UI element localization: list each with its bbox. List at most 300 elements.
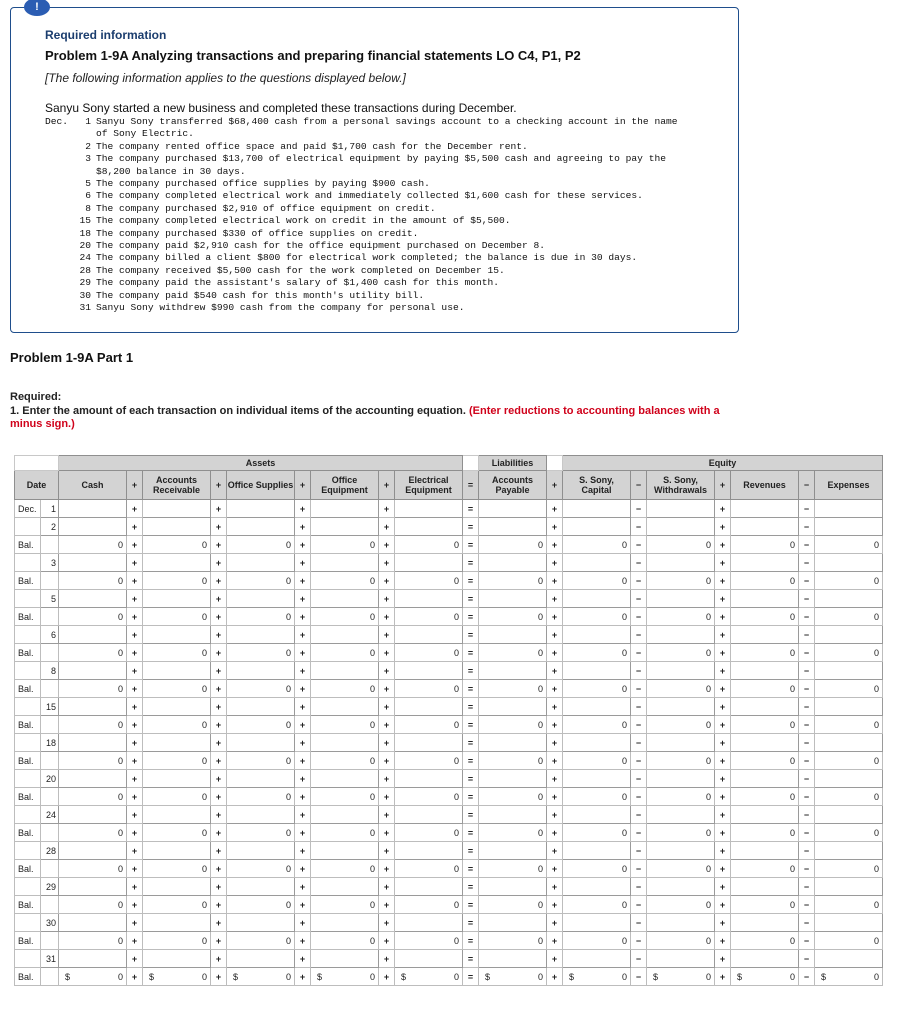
expenses-input[interactable]	[815, 590, 883, 608]
ar-input[interactable]	[143, 662, 211, 680]
plus-op: +	[547, 554, 563, 572]
balance-value: 0	[117, 791, 123, 802]
off-equip-balance	[311, 536, 379, 554]
equals-op: =	[463, 698, 479, 716]
elec-equip-input[interactable]	[395, 662, 463, 680]
off-equip-balance	[311, 824, 379, 842]
transaction-day-cell[interactable]: 2	[41, 518, 59, 536]
minus-op: −	[631, 824, 647, 842]
supplies-input[interactable]	[227, 806, 295, 824]
withdrawals-input[interactable]	[647, 770, 715, 788]
transaction-day-cell[interactable]: 18	[41, 734, 59, 752]
date-month-cell	[15, 878, 41, 896]
balance-value: 0	[537, 575, 543, 586]
balance-value: 0	[285, 611, 291, 622]
ap-balance	[479, 896, 547, 914]
ap-balance	[479, 824, 547, 842]
ar-input[interactable]	[143, 878, 211, 896]
cash-input[interactable]	[59, 626, 127, 644]
ar-input[interactable]	[143, 518, 211, 536]
transaction-day-cell[interactable]: 29	[41, 878, 59, 896]
dollar-sign: $	[737, 971, 743, 982]
cash-input[interactable]	[59, 806, 127, 824]
accounting-equation-table	[14, 455, 883, 986]
ap-input[interactable]	[479, 734, 547, 752]
transaction-text: The company billed a client $800 for electrical work completed; the balance is due in 30 days.	[96, 252, 638, 264]
off-equip-input[interactable]	[311, 878, 379, 896]
withdrawals-input[interactable]	[647, 500, 715, 518]
revenues-balance	[731, 572, 799, 590]
balance-value: 0	[285, 863, 291, 874]
revenues-balance	[731, 968, 799, 986]
elec-equip-input[interactable]	[395, 914, 463, 932]
date-month-cell	[15, 590, 41, 608]
plus-op: +	[211, 644, 227, 662]
expenses-balance	[815, 788, 883, 806]
off-equip-input[interactable]	[311, 770, 379, 788]
elec-equip-input[interactable]	[395, 878, 463, 896]
balance-value: 0	[621, 683, 627, 694]
capital-input[interactable]	[563, 806, 631, 824]
transaction-day-cell[interactable]: 15	[41, 698, 59, 716]
elec-equip-input[interactable]	[395, 626, 463, 644]
withdrawals-input[interactable]	[647, 698, 715, 716]
capital-input[interactable]	[563, 698, 631, 716]
expenses-balance	[815, 860, 883, 878]
capital-balance	[563, 680, 631, 698]
plus-op: +	[547, 590, 563, 608]
balance-value: 0	[621, 827, 627, 838]
dollar-sign: $	[317, 971, 323, 982]
revenues-input[interactable]	[731, 950, 799, 968]
plus-op: +	[127, 788, 143, 806]
cash-input[interactable]	[59, 590, 127, 608]
ap-balance	[479, 644, 547, 662]
cash-input[interactable]	[59, 554, 127, 572]
transaction-text: Sanyu Sony transferred $68,400 cash from a personal savings account to a checking account in the name	[96, 116, 678, 127]
off-equip-input[interactable]	[311, 914, 379, 932]
transaction-text: The company purchased $2,910 of office equipment on credit.	[96, 202, 436, 214]
ar-input[interactable]	[143, 806, 211, 824]
cash-balance	[59, 968, 127, 986]
elec-equip-input[interactable]	[395, 554, 463, 572]
capital-balance	[563, 788, 631, 806]
date-month-cell	[15, 662, 41, 680]
plus-op: +	[547, 471, 563, 500]
off-equip-input[interactable]	[311, 662, 379, 680]
transaction-day-cell[interactable]: 31	[41, 950, 59, 968]
capital-input[interactable]	[563, 842, 631, 860]
cash-input[interactable]	[59, 500, 127, 518]
ar-balance	[143, 932, 211, 950]
group-header-row	[15, 456, 883, 471]
instruction-main: 1. Enter the amount of each transaction on individual items of the accounting equation.	[10, 405, 466, 417]
month-label	[45, 265, 77, 277]
ap-input[interactable]	[479, 914, 547, 932]
off-equip-input[interactable]	[311, 518, 379, 536]
minus-op: −	[631, 932, 647, 950]
plus-op: +	[295, 608, 311, 626]
capital-input[interactable]	[563, 950, 631, 968]
plus-op: +	[211, 788, 227, 806]
balance-value: 0	[789, 971, 795, 982]
balance-value: 0	[537, 935, 543, 946]
transaction-day-cell[interactable]: 3	[41, 554, 59, 572]
transaction-day-cell[interactable]: 20	[41, 770, 59, 788]
transaction-line	[45, 265, 677, 277]
balance-day-cell	[41, 860, 59, 878]
plus-op: +	[715, 698, 731, 716]
equals-op: =	[463, 842, 479, 860]
ap-balance	[479, 608, 547, 626]
capital-input[interactable]	[563, 770, 631, 788]
transaction-text: The company paid the assistant's salary of $1,400 cash for this month.	[96, 277, 500, 289]
withdrawals-input[interactable]	[647, 914, 715, 932]
plus-op: +	[211, 554, 227, 572]
revenues-input[interactable]	[731, 590, 799, 608]
dollar-sign: $	[821, 971, 827, 982]
transaction-day-cell[interactable]: 1	[41, 500, 59, 518]
ap-input[interactable]	[479, 590, 547, 608]
minus-op: −	[631, 806, 647, 824]
dollar-sign: $	[569, 971, 575, 982]
plus-op: +	[295, 896, 311, 914]
transaction-day-cell[interactable]: 28	[41, 842, 59, 860]
capital-balance	[563, 968, 631, 986]
balance-value: 0	[117, 719, 123, 730]
expenses-input[interactable]	[815, 950, 883, 968]
plus-op: +	[715, 608, 731, 626]
plus-op: +	[295, 770, 311, 788]
plus-op: +	[127, 662, 143, 680]
off-equip-input[interactable]	[311, 806, 379, 824]
transaction-line	[45, 190, 677, 202]
expenses-input[interactable]	[815, 914, 883, 932]
transaction-text: The company completed electrical work and immediately collected $1,600 cash for these services.	[96, 190, 643, 202]
plus-op: +	[715, 626, 731, 644]
withdrawals-input[interactable]	[647, 806, 715, 824]
plus-op: +	[127, 968, 143, 986]
supplies-input[interactable]	[227, 950, 295, 968]
off-equip-input[interactable]	[311, 500, 379, 518]
date-month-cell	[15, 770, 41, 788]
withdrawals-input[interactable]	[647, 518, 715, 536]
cash-input[interactable]	[59, 662, 127, 680]
plus-op: +	[379, 824, 395, 842]
transaction-row	[15, 734, 883, 752]
withdrawals-input[interactable]	[647, 626, 715, 644]
balance-row	[15, 716, 883, 734]
plus-op: +	[295, 824, 311, 842]
ar-input[interactable]	[143, 590, 211, 608]
supplies-input[interactable]	[227, 554, 295, 572]
balance-value: 0	[705, 863, 711, 874]
ar-input[interactable]	[143, 950, 211, 968]
expenses-input[interactable]	[815, 518, 883, 536]
off-equip-input[interactable]	[311, 950, 379, 968]
transaction-day-cell[interactable]: 5	[41, 590, 59, 608]
minus-op: −	[631, 734, 647, 752]
ar-input[interactable]	[143, 500, 211, 518]
supplies-input[interactable]	[227, 590, 295, 608]
expenses-input[interactable]	[815, 770, 883, 788]
balance-value: 0	[285, 539, 291, 550]
supplies-input[interactable]	[227, 878, 295, 896]
supplies-input[interactable]	[227, 518, 295, 536]
plus-op: +	[715, 878, 731, 896]
expenses-input[interactable]	[815, 626, 883, 644]
withdrawals-input[interactable]	[647, 950, 715, 968]
expenses-input[interactable]	[815, 662, 883, 680]
elec-equip-input[interactable]	[395, 698, 463, 716]
minus-op: −	[631, 914, 647, 932]
withdrawals-input[interactable]	[647, 662, 715, 680]
plus-op: +	[715, 914, 731, 932]
ap-input[interactable]	[479, 770, 547, 788]
balance-label: Bal.	[15, 608, 41, 626]
capital-input[interactable]	[563, 734, 631, 752]
plus-op: +	[295, 626, 311, 644]
elec-equip-input[interactable]	[395, 734, 463, 752]
required-info-title: Required information	[45, 28, 167, 42]
balance-value: 0	[453, 539, 459, 550]
balance-value: 0	[705, 791, 711, 802]
revenues-input[interactable]	[731, 500, 799, 518]
plus-op: +	[127, 608, 143, 626]
withdrawals-balance	[647, 752, 715, 770]
ap-input[interactable]	[479, 518, 547, 536]
equals-op: =	[463, 860, 479, 878]
cash-balance	[59, 788, 127, 806]
revenues-input[interactable]	[731, 770, 799, 788]
cash-input[interactable]	[59, 698, 127, 716]
minus-op: −	[631, 554, 647, 572]
balance-value: 0	[873, 827, 879, 838]
capital-input[interactable]	[563, 662, 631, 680]
balance-value: 0	[705, 719, 711, 730]
cash-input[interactable]	[59, 950, 127, 968]
supplies-input[interactable]	[227, 626, 295, 644]
balance-value: 0	[537, 683, 543, 694]
off-equip-input[interactable]	[311, 698, 379, 716]
transaction-day-cell[interactable]: 6	[41, 626, 59, 644]
supplies-input[interactable]	[227, 500, 295, 518]
expenses-input[interactable]	[815, 698, 883, 716]
plus-op: +	[379, 788, 395, 806]
plus-op: +	[715, 662, 731, 680]
capital-input[interactable]	[563, 878, 631, 896]
capital-input[interactable]	[563, 554, 631, 572]
ap-input[interactable]	[479, 950, 547, 968]
capital-input[interactable]	[563, 500, 631, 518]
withdrawals-input[interactable]	[647, 554, 715, 572]
balance-value: 0	[453, 719, 459, 730]
cash-header: Cash	[59, 471, 127, 500]
withdrawals-input[interactable]	[647, 842, 715, 860]
ar-input[interactable]	[143, 698, 211, 716]
balance-value: 0	[621, 539, 627, 550]
supplies-input[interactable]	[227, 734, 295, 752]
balance-label: Bal.	[15, 716, 41, 734]
revenues-input[interactable]	[731, 518, 799, 536]
capital-input[interactable]	[563, 518, 631, 536]
off-equip-input[interactable]	[311, 590, 379, 608]
transaction-line	[45, 252, 677, 264]
elec-equip-input[interactable]	[395, 842, 463, 860]
date-header: Date	[15, 471, 59, 500]
off-equip-input[interactable]	[311, 842, 379, 860]
month-label	[45, 228, 77, 240]
cash-balance	[59, 644, 127, 662]
capital-balance	[563, 752, 631, 770]
off-equip-input[interactable]	[311, 626, 379, 644]
ap-input[interactable]	[479, 806, 547, 824]
balance-day-cell	[41, 644, 59, 662]
elec-equip-input[interactable]	[395, 590, 463, 608]
month-label	[45, 290, 77, 302]
balance-value: 0	[453, 791, 459, 802]
withdrawals-input[interactable]	[647, 878, 715, 896]
withdrawals-balance	[647, 572, 715, 590]
ar-input[interactable]	[143, 554, 211, 572]
balance-value: 0	[705, 899, 711, 910]
elec-equip-input[interactable]	[395, 518, 463, 536]
equity-header: Equity	[563, 456, 883, 471]
plus-op: +	[379, 770, 395, 788]
revenues-input[interactable]	[731, 698, 799, 716]
cash-input[interactable]	[59, 734, 127, 752]
revenues-input[interactable]	[731, 878, 799, 896]
minus-op: −	[631, 878, 647, 896]
capital-input[interactable]	[563, 914, 631, 932]
ar-input[interactable]	[143, 770, 211, 788]
plus-op: +	[715, 500, 731, 518]
office-equipment-header: Office Equipment	[311, 471, 379, 500]
transaction-day-cell[interactable]: 8	[41, 662, 59, 680]
elec-equip-input[interactable]	[395, 770, 463, 788]
plus-op: +	[295, 500, 311, 518]
cash-balance	[59, 680, 127, 698]
balance-value: 0	[789, 647, 795, 658]
plus-op: +	[379, 590, 395, 608]
ar-input[interactable]	[143, 734, 211, 752]
withdrawals-input[interactable]	[647, 734, 715, 752]
cash-input[interactable]	[59, 770, 127, 788]
balance-label: Bal.	[15, 752, 41, 770]
elec-equip-input[interactable]	[395, 950, 463, 968]
supplies-input[interactable]	[227, 662, 295, 680]
minus-op: −	[631, 698, 647, 716]
elec-equip-input[interactable]	[395, 806, 463, 824]
withdrawals-input[interactable]	[647, 590, 715, 608]
balance-day-cell	[41, 608, 59, 626]
minus-op: −	[799, 698, 815, 716]
balance-value: 0	[789, 863, 795, 874]
minus-op: −	[631, 662, 647, 680]
supplies-input[interactable]	[227, 842, 295, 860]
plus-op: +	[715, 968, 731, 986]
capital-input[interactable]	[563, 626, 631, 644]
expenses-input[interactable]	[815, 842, 883, 860]
balance-value: 0	[201, 863, 207, 874]
ap-input[interactable]	[479, 698, 547, 716]
cash-input[interactable]	[59, 518, 127, 536]
revenues-balance	[731, 860, 799, 878]
balance-value: 0	[285, 791, 291, 802]
withdrawals-balance	[647, 932, 715, 950]
balance-value: 0	[369, 791, 375, 802]
ap-input[interactable]	[479, 662, 547, 680]
balance-day-cell	[41, 824, 59, 842]
elec-equip-input[interactable]	[395, 500, 463, 518]
capital-input[interactable]	[563, 590, 631, 608]
plus-op: +	[295, 842, 311, 860]
plus-op: +	[547, 662, 563, 680]
withdrawals-balance	[647, 680, 715, 698]
ap-input[interactable]	[479, 878, 547, 896]
plus-op: +	[379, 914, 395, 932]
balance-value: 0	[117, 827, 123, 838]
revenues-input[interactable]	[731, 914, 799, 932]
revenues-input[interactable]	[731, 842, 799, 860]
expenses-input[interactable]	[815, 806, 883, 824]
supplies-input[interactable]	[227, 914, 295, 932]
off-equip-balance	[311, 608, 379, 626]
balance-value: 0	[873, 935, 879, 946]
balance-value: 0	[873, 755, 879, 766]
ar-input[interactable]	[143, 626, 211, 644]
balance-value: 0	[369, 683, 375, 694]
off-equip-input[interactable]	[311, 734, 379, 752]
revenues-balance	[731, 644, 799, 662]
ap-input[interactable]	[479, 554, 547, 572]
expenses-input[interactable]	[815, 554, 883, 572]
revenues-input[interactable]	[731, 662, 799, 680]
plus-op: +	[127, 644, 143, 662]
transaction-day-cell[interactable]: 30	[41, 914, 59, 932]
balance-label: Bal.	[15, 824, 41, 842]
cash-input[interactable]	[59, 914, 127, 932]
revenues-input[interactable]	[731, 734, 799, 752]
transaction-day: 30	[79, 289, 91, 301]
revenues-input[interactable]	[731, 806, 799, 824]
expenses-input[interactable]	[815, 500, 883, 518]
plus-op: +	[127, 734, 143, 752]
off-equip-balance	[311, 752, 379, 770]
expenses-input[interactable]	[815, 878, 883, 896]
balance-value: 0	[621, 647, 627, 658]
ap-input[interactable]	[479, 842, 547, 860]
ap-input[interactable]	[479, 500, 547, 518]
supplies-input[interactable]	[227, 698, 295, 716]
cash-input[interactable]	[59, 842, 127, 860]
plus-op: +	[715, 518, 731, 536]
revenues-input[interactable]	[731, 554, 799, 572]
transaction-day-cell[interactable]: 24	[41, 806, 59, 824]
supplies-input[interactable]	[227, 770, 295, 788]
elec-equip-balance	[395, 752, 463, 770]
expenses-input[interactable]	[815, 734, 883, 752]
off-equip-input[interactable]	[311, 554, 379, 572]
cash-input[interactable]	[59, 878, 127, 896]
balance-value: 0	[369, 719, 375, 730]
withdrawals-balance	[647, 788, 715, 806]
ap-input[interactable]	[479, 626, 547, 644]
ar-input[interactable]	[143, 842, 211, 860]
ar-input[interactable]	[143, 914, 211, 932]
revenues-input[interactable]	[731, 626, 799, 644]
transaction-day: 29	[79, 277, 91, 289]
